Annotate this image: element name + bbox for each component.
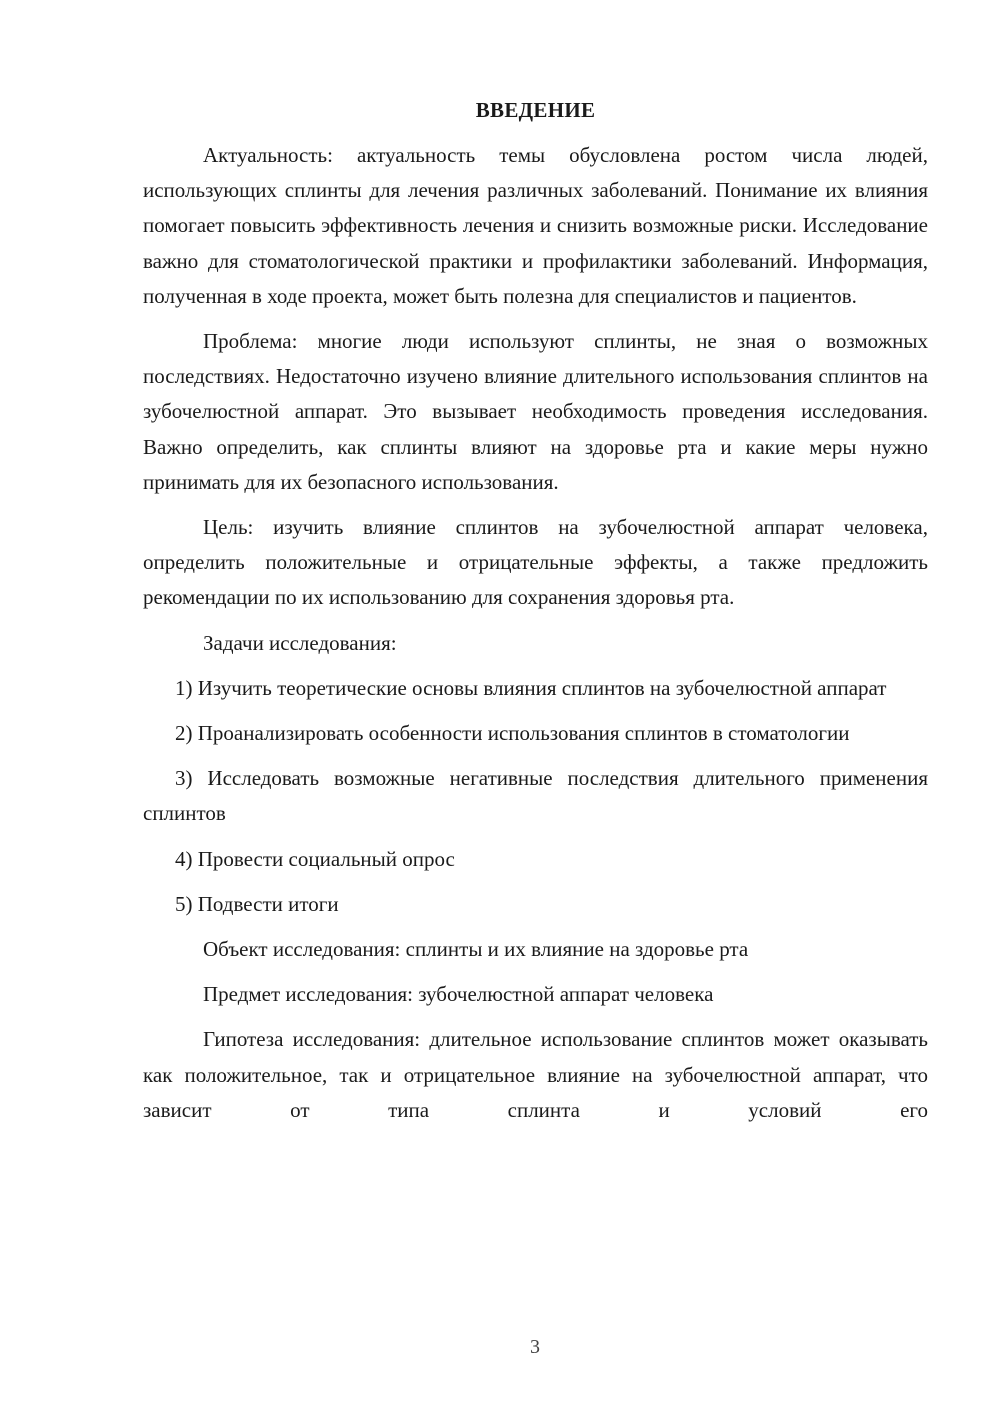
task-item-5: 5) Подвести итоги <box>175 891 339 916</box>
task-item-1: 1) Изучить теоретические основы влияния сплинтов на зубочелюстной аппарат <box>175 675 887 700</box>
task-item-2: 2) Проанализировать особенности использования сплинтов в стоматологии <box>175 721 850 746</box>
task-item-3: 3) Исследовать возможные негативные последствия длительного применения сплинтов <box>143 766 928 826</box>
page-number: 3 <box>530 1336 540 1358</box>
task-item-4: 4) Провести социальный опрос <box>175 846 455 871</box>
hypothesis-paragraph: Гипотеза исследования: длительное использование сплинтов может оказывать как положительное, так и отрицательное влияние на зубочелюстной аппарат, что зависит от типа сплинта и условий его <box>143 1027 928 1122</box>
goal-paragraph: Цель: изучить влияние сплинтов на зубочелюстной аппарат человека, определить положительные и отрицательные эффекты, а также предложить рекомендации по их использованию для сохранения здоровья рта. <box>143 515 928 610</box>
research-subject-paragraph: Предмет исследования: зубочелюстной аппарат человека <box>203 982 714 1007</box>
problem-paragraph: Проблема: многие люди используют сплинты, не зная о возможных последствиях. Недостаточно изучено влияние длительного использования сплинтов на зубочелюстной аппарат. Это вызывает необходимость проведения исследования. Важно определить, как сплинты влияют на здоровье рта и какие меры нужно принимать для их безопасного использования. <box>143 329 928 494</box>
relevance-paragraph: Актуальность: актуальность темы обусловлена ростом числа людей, использующих сплинты для лечения различных заболеваний. Понимание их влияния помогает повысить эффективность лечения и снизить возможные риски. Исследование важно для стоматологической практики и профилактики заболеваний. Информация, полученная в ходе проекта, может быть полезна для специалистов и пациентов. <box>143 143 928 308</box>
page-title: ВВЕДЕНИЕ <box>475 98 596 122</box>
research-object-paragraph: Объект исследования: сплинты и их влияние на здоровье рта <box>203 937 749 962</box>
document-page <box>143 96 928 1138</box>
tasks-heading: Задачи исследования: <box>203 630 397 655</box>
